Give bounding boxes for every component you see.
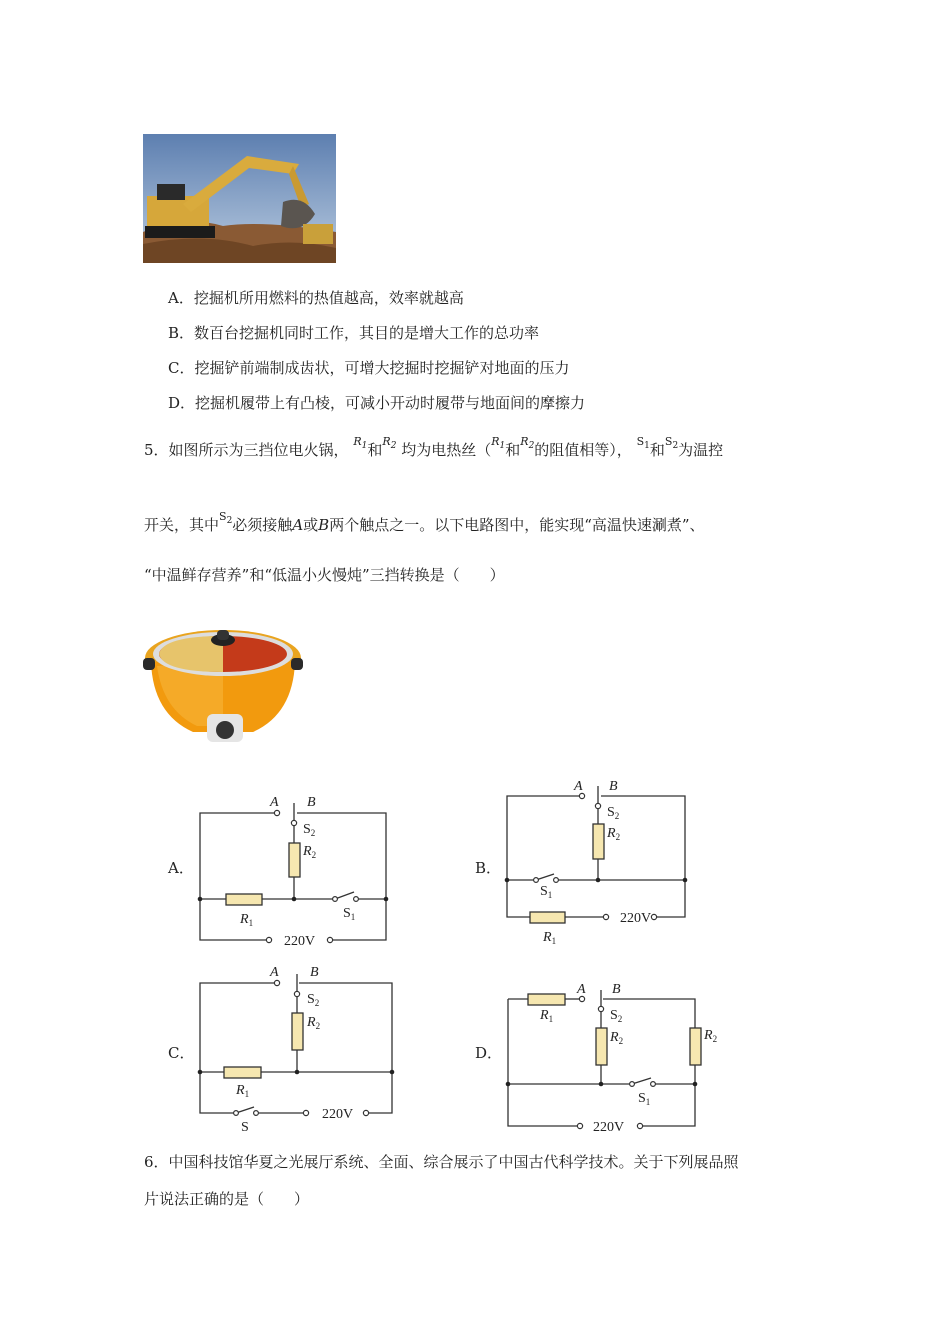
- r2-label: $R_2$: [610, 1030, 624, 1046]
- r2-label: $R_2$: [607, 826, 621, 842]
- option-letter: B．: [168, 324, 195, 342]
- r2-symbol: R2: [520, 435, 535, 451]
- voltage-label: 220V: [322, 1107, 354, 1122]
- option-text: 挖掘机履带上有凸棱，可减小开动时履带与地面间的摩擦力: [195, 394, 586, 412]
- s1-symbol: S1: [636, 435, 650, 451]
- r1-label: $R_1$: [540, 1008, 554, 1024]
- s2-label: $S_2$: [303, 822, 316, 838]
- s1-label: $S_1$: [638, 1091, 651, 1107]
- stem-text: 和: [649, 441, 665, 459]
- s2-symbol: S2: [664, 435, 679, 451]
- option-text: 挖掘铲前端制成齿状，可增大挖掘时挖掘铲对地面的压力: [194, 359, 570, 377]
- voltage-label: 220V: [620, 911, 652, 926]
- contact-b-label: B: [609, 779, 618, 794]
- circuit-d: [508, 990, 701, 1126]
- option-letter: D．: [168, 394, 196, 412]
- s1-label: $S_1$: [343, 906, 356, 922]
- contact-a-label: A: [270, 965, 279, 980]
- contact-b: B: [318, 516, 330, 534]
- contact-a-label: A: [574, 779, 583, 794]
- s2-label: $S_2$: [610, 1008, 623, 1024]
- circuit-label-d: D．: [475, 1044, 503, 1062]
- stem-text: 必须接触: [232, 516, 293, 534]
- contact-a: A: [292, 516, 304, 534]
- q5-line-3: “中温鲜存营养”和“低温小火慢炖”三挡转换是（ ）: [144, 566, 505, 584]
- r2-symbol: R2: [382, 435, 397, 451]
- r1-symbol: R1: [353, 435, 368, 451]
- s2-symbol: S2: [219, 510, 233, 526]
- contact-a-label: A: [577, 982, 586, 997]
- stem-text: 如图所示为三挡位电火锅，: [168, 441, 349, 459]
- r2-label: $R_2$: [704, 1028, 718, 1044]
- option-letter: A．: [168, 289, 194, 307]
- s2-label: $S_2$: [607, 805, 620, 821]
- voltage-label: 220V: [284, 934, 316, 949]
- r1-label: $R_1$: [236, 1083, 250, 1099]
- r1-symbol: R1: [491, 435, 506, 451]
- stem-text: 为温控: [678, 441, 724, 459]
- circuit-label-b: B．: [475, 859, 502, 877]
- r2-label: $R_2$: [303, 844, 317, 860]
- stem-text: 和: [367, 441, 383, 459]
- r1-label: $R_1$: [543, 930, 557, 946]
- stem-text: 均为电热丝（: [401, 441, 492, 459]
- option-text: 数百台挖掘机同时工作，其目的是增大工作的总功率: [194, 324, 540, 342]
- contact-b-label: B: [310, 965, 319, 980]
- switch-s-label: S: [241, 1120, 249, 1135]
- r1-label: $R_1$: [240, 912, 254, 928]
- option-text: 挖掘机所用燃料的热值越高，效率就越高: [193, 289, 464, 307]
- question-number: 5．: [144, 441, 169, 459]
- contact-b-label: B: [307, 795, 316, 810]
- stem-text: 开关，其中: [144, 516, 220, 534]
- stem-text: 或: [303, 516, 319, 534]
- stem-text: 和: [505, 441, 521, 459]
- voltage-label: 220V: [593, 1120, 625, 1135]
- q6-line-1: 6．中国科技馆华夏之光展厅系统、全面、综合展示了中国古代科学技术。关于下列展品照: [144, 1153, 739, 1171]
- circuit-label-c: C．: [168, 1044, 195, 1062]
- r2-label: $R_2$: [307, 1015, 321, 1031]
- stem-text: 两个触点之一。以下电路图中，能实现“高温快速涮煮”、: [329, 516, 705, 534]
- q6-line-2: 片说法正确的是（ ）: [144, 1190, 310, 1208]
- stem-text: 的阻值相等），: [534, 441, 632, 459]
- s2-label: $S_2$: [307, 992, 320, 1008]
- circuit-label-a: A．: [168, 859, 194, 877]
- s1-label: $S_1$: [540, 884, 553, 900]
- option-letter: C．: [168, 359, 195, 377]
- contact-b-label: B: [612, 982, 621, 997]
- contact-a-label: A: [270, 795, 279, 810]
